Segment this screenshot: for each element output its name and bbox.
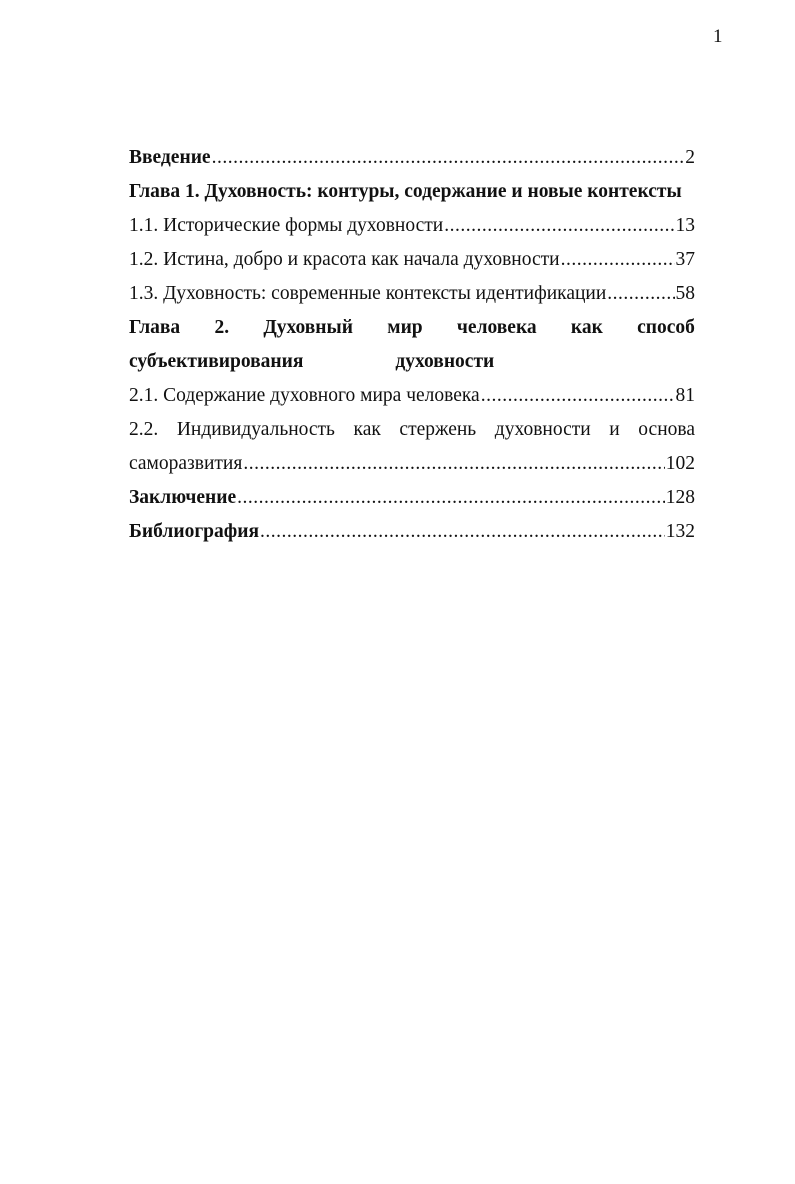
toc-entry-conclusion[interactable] [129, 481, 695, 515]
toc-entry-title: 1.1. Исторические формы духовности [129, 215, 444, 236]
toc-entry-page: 13 [675, 215, 695, 236]
word: Духовный [263, 317, 354, 338]
word: как [570, 317, 603, 338]
toc-entry-page: 58 [675, 283, 695, 304]
toc-entry-2-1[interactable] [129, 379, 695, 413]
word: духовности [494, 419, 591, 440]
word: Индивидуальность [176, 419, 335, 440]
toc-entry-title: саморазвития [129, 453, 243, 474]
toc-entry-page: 132 [665, 521, 695, 542]
toc-entry-page: 37 [675, 249, 695, 270]
word: человека [456, 317, 537, 338]
toc-entry-2-2-line-2[interactable] [129, 447, 695, 481]
toc-entry-page: 2 [685, 147, 695, 168]
word: и [609, 419, 620, 440]
toc-entry-page: 128 [665, 487, 695, 508]
toc-entry-title: 2.1. Содержание духовного мира человека [129, 385, 480, 406]
toc-entry-title: Библиография [129, 521, 260, 542]
toc-entry-title: 1.2. Истина, добро и красота как начала духовности [129, 249, 560, 270]
toc-entry-title: Глава 1. Духовность: контуры, содержание и новые контексты [129, 181, 682, 202]
toc-entry-title: Введение [129, 147, 211, 168]
leader-dots [561, 243, 675, 277]
toc-entry-bibliography[interactable] [129, 515, 695, 549]
toc-entry-2-2-line-1[interactable] [129, 413, 695, 447]
word: стержень [399, 419, 477, 440]
toc-entry-page: 102 [665, 453, 695, 474]
leader-dots [444, 209, 674, 243]
word: мир [387, 317, 423, 338]
toc-entry-chapter-2-line-2[interactable] [129, 345, 695, 379]
toc-entry-title: 1.3. Духовность: современные контексты идентификации [129, 283, 607, 304]
word: 2. [214, 317, 230, 338]
word: субъективирования [129, 351, 304, 372]
word: способ [637, 317, 695, 338]
leader-dots [607, 277, 674, 311]
word: духовности [395, 351, 495, 372]
word: как [353, 419, 381, 440]
toc-entry-chapter-2-line-1[interactable] [129, 311, 695, 345]
leader-dots [212, 141, 685, 175]
word: основа [638, 419, 695, 440]
toc-entry-title: Заключение [129, 487, 237, 508]
page-number: 1 [713, 26, 723, 47]
leader-dots [260, 515, 665, 549]
toc-entry-1-2[interactable] [129, 243, 695, 277]
word: 2.2. [129, 419, 159, 440]
leader-dots [243, 447, 664, 481]
toc-entry-page: 81 [675, 385, 695, 406]
toc-entry-1-1[interactable] [129, 209, 695, 243]
table-of-contents [129, 141, 695, 549]
toc-entry-intro[interactable] [129, 141, 695, 175]
leader-dots [237, 481, 665, 515]
toc-entry-chapter-1[interactable] [129, 175, 695, 209]
toc-entry-1-3[interactable] [129, 277, 695, 311]
leader-dots [481, 379, 675, 413]
word: Глава [129, 317, 181, 338]
